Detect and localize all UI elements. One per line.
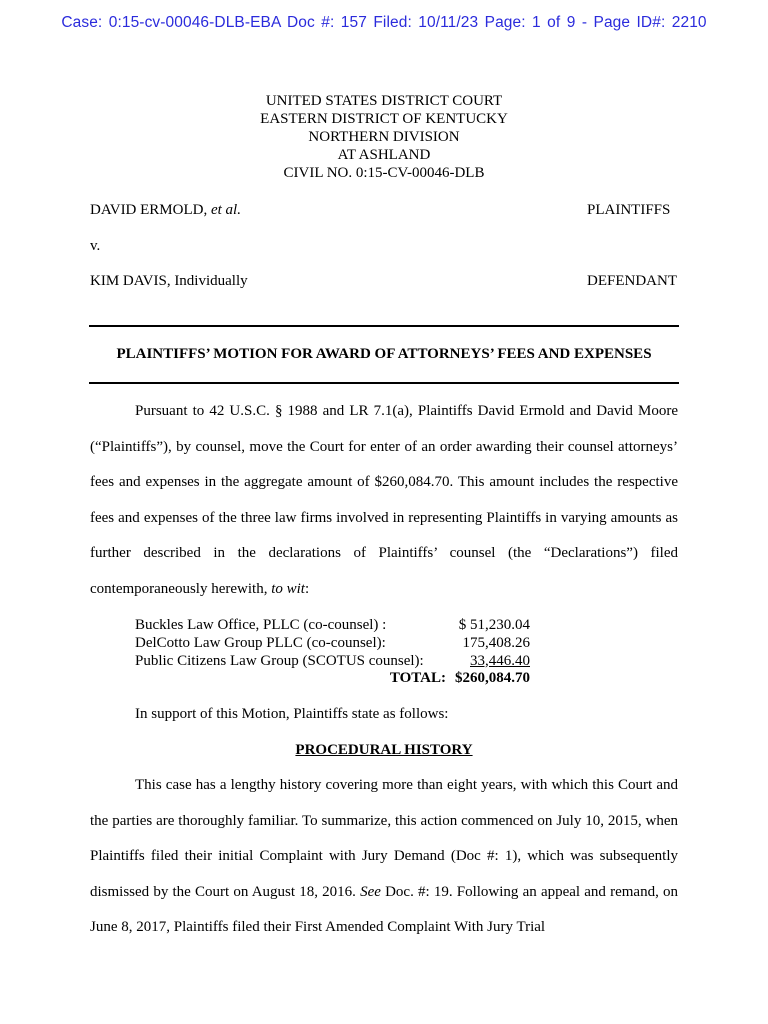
history-paragraph: This case has a lengthy history covering more than eight years, with which this Court and the parties are thoroughly familiar. To summarize, this action commenced on July 10, 2015, when Plaintiffs filed their initial Complaint with Jury Demand (Doc #: 1), which was subsequently dismissed by the Court on August 18, 2016. See Doc. #: 19. Following an appeal and remand, on June 8, 2017, Plaintiffs filed their First Amended Complaint With Jury Trial — [90, 777, 678, 936]
fee-firm: Public Citizens Law Group (SCOTUS counsel): — [135, 652, 424, 669]
court-caption — [0, 92, 768, 182]
civil-number: CIVIL NO. 0:15-CV-00046-DLB — [283, 165, 485, 181]
court-district: EASTERN DISTRICT OF KENTUCKY — [260, 111, 508, 127]
court-location: AT ASHLAND — [337, 147, 431, 163]
fee-total-row — [135, 670, 530, 688]
plaintiff-role: PLAINTIFFS — [587, 202, 671, 218]
court-name: UNITED STATES DISTRICT COURT — [265, 93, 503, 109]
motion-title: PLAINTIFFS’ MOTION FOR AWARD OF ATTORNEYS’ FEES AND EXPENSES — [116, 346, 652, 362]
fee-row — [135, 617, 530, 635]
fee-row — [135, 635, 530, 653]
top-divider — [89, 325, 679, 327]
fee-amount: $ 51,230.04 — [458, 617, 530, 633]
total-amount: $260,084.70 — [455, 670, 530, 687]
defendant-role: DEFENDANT — [587, 273, 677, 289]
see-signal: See — [360, 883, 381, 900]
bottom-divider — [89, 382, 679, 384]
versus: v. — [90, 238, 101, 254]
fee-firm: Buckles Law Office, PLLC (co-counsel) : — [135, 617, 387, 633]
plaintiff-et-al: et al. — [210, 202, 241, 218]
fee-amount: 33,446.40 — [470, 652, 530, 669]
plaintiff-name: DAVID ERMOLD, et al. — [90, 202, 241, 218]
defendant-name: KIM DAVIS, Individually — [90, 273, 248, 289]
to-wit: to wit — [271, 580, 305, 597]
case-header-stamp: Case: 0:15-cv-00046-DLB-EBA Doc #: 157 Filed: 10/11/23 Page: 1 of 9 - Page ID#: 2210 — [61, 14, 707, 31]
support-line: In support of this Motion, Plaintiffs state as follows: — [135, 706, 449, 722]
section-heading: PROCEDURAL HISTORY — [295, 742, 473, 758]
court-division: NORTHERN DIVISION — [308, 129, 460, 145]
intro-paragraph: Pursuant to 42 U.S.C. § 1988 and LR 7.1(a), Plaintiffs David Ermold and David Moore (“Plaintiffs”), by counsel, move the Court for enter of an order awarding their counsel attorneys’ fees and expenses in the aggregate amount of $260,084.70. This amount includes the respective fees and expenses of the three law firms involved in representing Plaintiffs in varying amounts as further described in the declarations of Plaintiffs’ counsel (the “Declarations”) filed contemporaneously herewith, to wit: — [90, 403, 678, 597]
total-label: TOTAL: — [389, 670, 446, 687]
fee-amount: 175,408.26 — [462, 634, 530, 651]
fees-table — [135, 617, 530, 688]
fee-row — [135, 653, 530, 671]
fee-firm: DelCotto Law Group PLLC (co-counsel): — [135, 634, 386, 651]
